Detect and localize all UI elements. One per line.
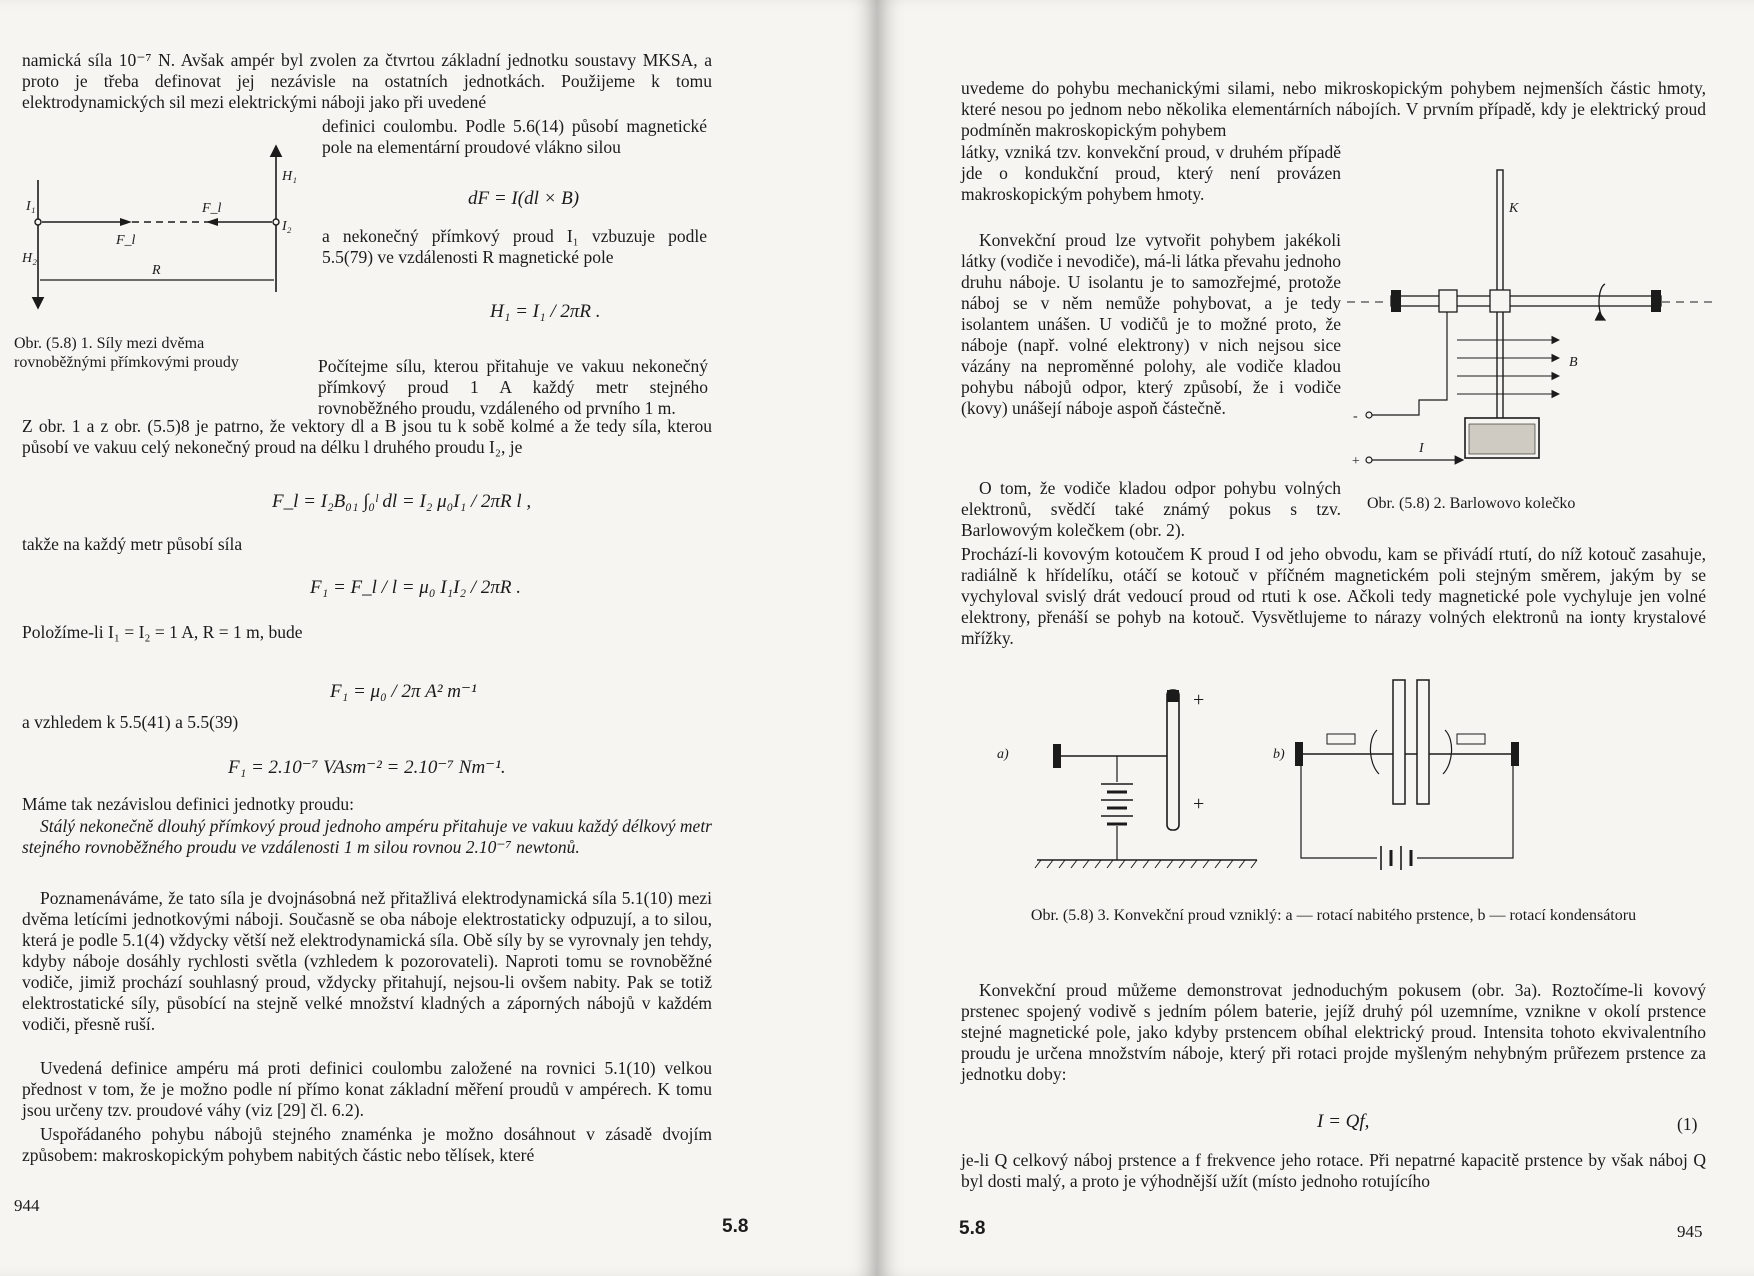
paragraph-convection-current: Konvekční proud lze vytvořit pohybem jakékoli látky (vodiče i nevodiče), má-li látka převahu jednoho druhu náboje. U isolantu je to samozřejmé, protože náboj se v něm nemůže pohybovat, a je tedy isolantem unášen. U vodičů je to možné proto, že náboje (např. volné elektrony) v nich nejsou sice vázány na neproměnné polohy, ale vodiče kladou pohybu nábojů odpor, který způsobí, že i vodiče (kovy) unášejí náboje aspoň částečně. xyxy=(961,230,1342,418)
equation-F1-mu: F₁ = μ₀ / 2π A² m⁻¹ xyxy=(330,681,477,702)
label-plus-bottom: + xyxy=(1193,793,1205,815)
paragraph-demonstration: Konvekční proud můžeme demonstrovat jednoduchým pokusem (obr. 3a). Roztočíme-li kovový prstenec spojený vodivě s jedním pólem baterie, jejíž druhý pól uzemníme, vznikne v okolí prstence stejné magnetické pole, jako kdyby prstencem obíhal elektrický proud. Intensita tohoto ekvivalentního proudu je určena množstvím náboje, který při rotaci projde myšleným nehybným průřezem prstence za jednotku doby: xyxy=(961,980,1706,1084)
capacitor-plate-2 xyxy=(1393,680,1405,804)
label-h1: H₁ xyxy=(282,169,297,184)
arrow-right-icon xyxy=(120,218,132,226)
paragraph-barlow-explanation: Prochází-li kovovým kotoučem K proud I od jeho obvodu, kam se přivádí rtutí, do níž kotouč zasahuje, radiálně k hřídelíku, otáčí se kotouč v příčném magnetickém poli stejným směrem, jakým by se vychyloval svislý drát vedoucí proud od rtuti k ose. Ačkoli tedy magnetické pole vychyluje jen volné elektrony, přenáší se pohyb na kotouč. Vysvětlujeme to nárazy volných elektronů na ionty krystalové mřížky. xyxy=(961,544,1706,648)
label-i: I xyxy=(1419,441,1424,456)
paragraph-convection-intro: látky, vzniká tzv. konvekční proud, v druhém případě jde o kondukční proud, který není provázen makroskopickým pohybem hmoty. xyxy=(961,142,1341,204)
label-i1: I₁ xyxy=(26,199,36,214)
paragraph-definition: definici coulombu. Podle 5.6(14) působí magnetické pole na elementární proudové vlákno silou xyxy=(322,116,707,157)
label-b: b) xyxy=(1273,747,1285,762)
capacitor-plate-1 xyxy=(1417,680,1429,804)
equation-dF: dF = I(dl × B) xyxy=(468,188,580,209)
label-a: a) xyxy=(997,747,1009,762)
paragraph-ampere-definition: Stálý nekonečně dlouhý přímkový proud jednoho ampéru přitahuje ve vakuu každý délkový metr stejného rovnoběžného proudu ve vzdálenosti 1 m silou rovnou 2.10⁻⁷ newtonů. xyxy=(22,816,712,857)
paragraph-compute: Počítejme sílu, kterou přitahuje ve vakuu nekonečný přímkový proud 1 A každý metr stejného rovnoběžného proudu, vzdáleného od prvního 1 m. xyxy=(318,356,708,418)
figure-3-caption: Obr. (5.8) 3. Konvekční proud vzniklý: a — rotací nabitého prstence, b — rotací kondensátoru xyxy=(1030,907,1637,924)
figure-3-convection-current xyxy=(997,680,1657,890)
label-k: K xyxy=(1509,201,1519,216)
paragraph-charge: je-li Q celkový náboj prstence a f frekvence jeho rotace. Při nepatrné kapacitě prstence by však náboj Q byl dosti malý, a proto je výhodnější užít (místo jednoho rotujícího xyxy=(961,1150,1706,1191)
equation-I: I = Qf, xyxy=(1317,1111,1370,1132)
label-plus: + xyxy=(1351,454,1361,469)
section-label-right: 5.8 xyxy=(959,1218,986,1239)
paragraph-ordered-motion: Uspořádaného pohybu nábojů stejného znaménka je možno dosáhnout v zásadě dvojím způsobem: makroskopickým pohybem nabitých částic nebo tělísek, které xyxy=(22,1124,712,1165)
paragraph-barlow-intro: O tom, že vodiče kladou odpor pohybu volných elektronů, svědčí také známý pokus s tzv. Barlowovým kolečkem (obr. 2). xyxy=(961,478,1341,540)
axle xyxy=(1391,296,1661,306)
label-h2: H₂ xyxy=(22,251,37,266)
page-right xyxy=(877,0,1754,1276)
equation-F1: F₁ = F_l / l = μ₀ I₁I₂ / 2πR . xyxy=(310,577,521,598)
label-minus: - xyxy=(1353,409,1358,424)
section-label-left: 5.8 xyxy=(722,1216,749,1237)
figure-1-caption: Obr. (5.8) 1. Síly mezi dvěma rovnoběžnými přímkovými proudy xyxy=(14,335,239,371)
figure-1-parallel-currents xyxy=(20,140,297,320)
arrow-left-icon xyxy=(206,218,218,226)
charged-ring xyxy=(1167,690,1179,830)
label-r: R xyxy=(152,263,161,278)
equation-Fl: F_l = I₂B₀₁ ∫₀ˡ dl = I₂ μ₀I₁ / 2πR l , xyxy=(272,491,532,512)
paragraph-note: Poznamenáváme, že tato síla je dvojnásobná než přitažlivá elektrodynamická síla 5.1(10) mezi dvěma letícími jednotkovými náboji. Současně se oba náboje elektrostaticky odpuzují, a to silou, která je podle 5.1(4) vždycky větší než elektrodynamická síla. Obě síly by se vyrovnaly jen tehdy, kdyby náboje dosáhly rychlosti světla (vzhledem k pozorovateli). Naproti tomu se rovnoběžné vodiče, jimiž prochází souhlasný proud, vždycky přitahují, nejsou-li ovšem nabity. Pak se totiž elektrostatické síly, působící na stejně velké množství kladných a záporných nábojů v každém vodiči, přesně ruší. xyxy=(22,888,712,1034)
paragraph-infinite-current: a nekonečný přímkový proud I₁ vzbuzuje podle 5.5(79) ve vzdálenosti R magnetické pole xyxy=(322,226,707,267)
paragraph-definition-intro: Máme tak nezávislou definici jednotky proudu: xyxy=(22,794,354,814)
equation-H1: H₁ = I₁ / 2πR . xyxy=(490,301,601,322)
label-fl-right: F_l xyxy=(202,201,222,216)
paragraph-intro: namická síla 10⁻⁷ N. Avšak ampér byl zvolen za čtvrtou základní jednotku soustavy MKSA, a proto je třeba definovat jej nezávisle na ostatních jednotkách. Použijeme k tomu elektrodynamických sil mezi elektrickými náboji jako při uvedené xyxy=(22,50,712,112)
paragraph-considering: a vzhledem k 5.5(41) a 5.5(39) xyxy=(22,712,239,732)
paragraph-continue: uvedeme do pohybu mechanickými silami, nebo mikroskopickým pohybem nejmenších částic hmoty, které nesou po jednom nebo několika elementárních nábojích. V prvním případě, kdy je elektrický proud podmíněn makroskopickým pohybem xyxy=(961,78,1706,140)
label-fl-left: F_l xyxy=(116,233,136,248)
equation-F1-value: F₁ = 2.10⁻⁷ VAsm⁻² = 2.10⁻⁷ Nm⁻¹. xyxy=(228,757,506,778)
label-i2: I₂ xyxy=(282,219,292,234)
figure-2-caption: Obr. (5.8) 2. Barlowovo kolečko xyxy=(1367,495,1576,512)
paragraph-advantage: Uvedená definice ampéru má proti definici coulombu založené na rovnici 5.1(10) velkou přednost v tom, že je možno podle ní přímo konat základní měření proudů v ampérech. K tomu jsou určeny tzv. proudové váhy (viz [29] čl. 6.2). xyxy=(22,1058,712,1120)
page-number-left: 944 xyxy=(14,1196,40,1215)
label-b: B xyxy=(1569,355,1578,370)
paragraph-per-meter: takže na každý metr působí síla xyxy=(22,534,243,554)
label-plus-top: + xyxy=(1193,689,1205,711)
paragraph-vectors: Z obr. 1 a z obr. (5.5)8 je patrno, že vektory dl a B jsou tu k sobě kolmé a že tedy síla, kterou působí ve vakuu celý nekonečný proud na délku l druhého proudu I₂, je xyxy=(22,416,712,457)
paragraph-set-values: Položíme-li I₁ = I₂ = 1 A, R = 1 m, bude xyxy=(22,622,303,642)
page-number-right: 945 xyxy=(1677,1222,1703,1241)
figure-2-barlow-wheel xyxy=(1347,160,1717,480)
wire-minus xyxy=(1371,312,1447,415)
equation-number: (1) xyxy=(1677,1114,1698,1134)
